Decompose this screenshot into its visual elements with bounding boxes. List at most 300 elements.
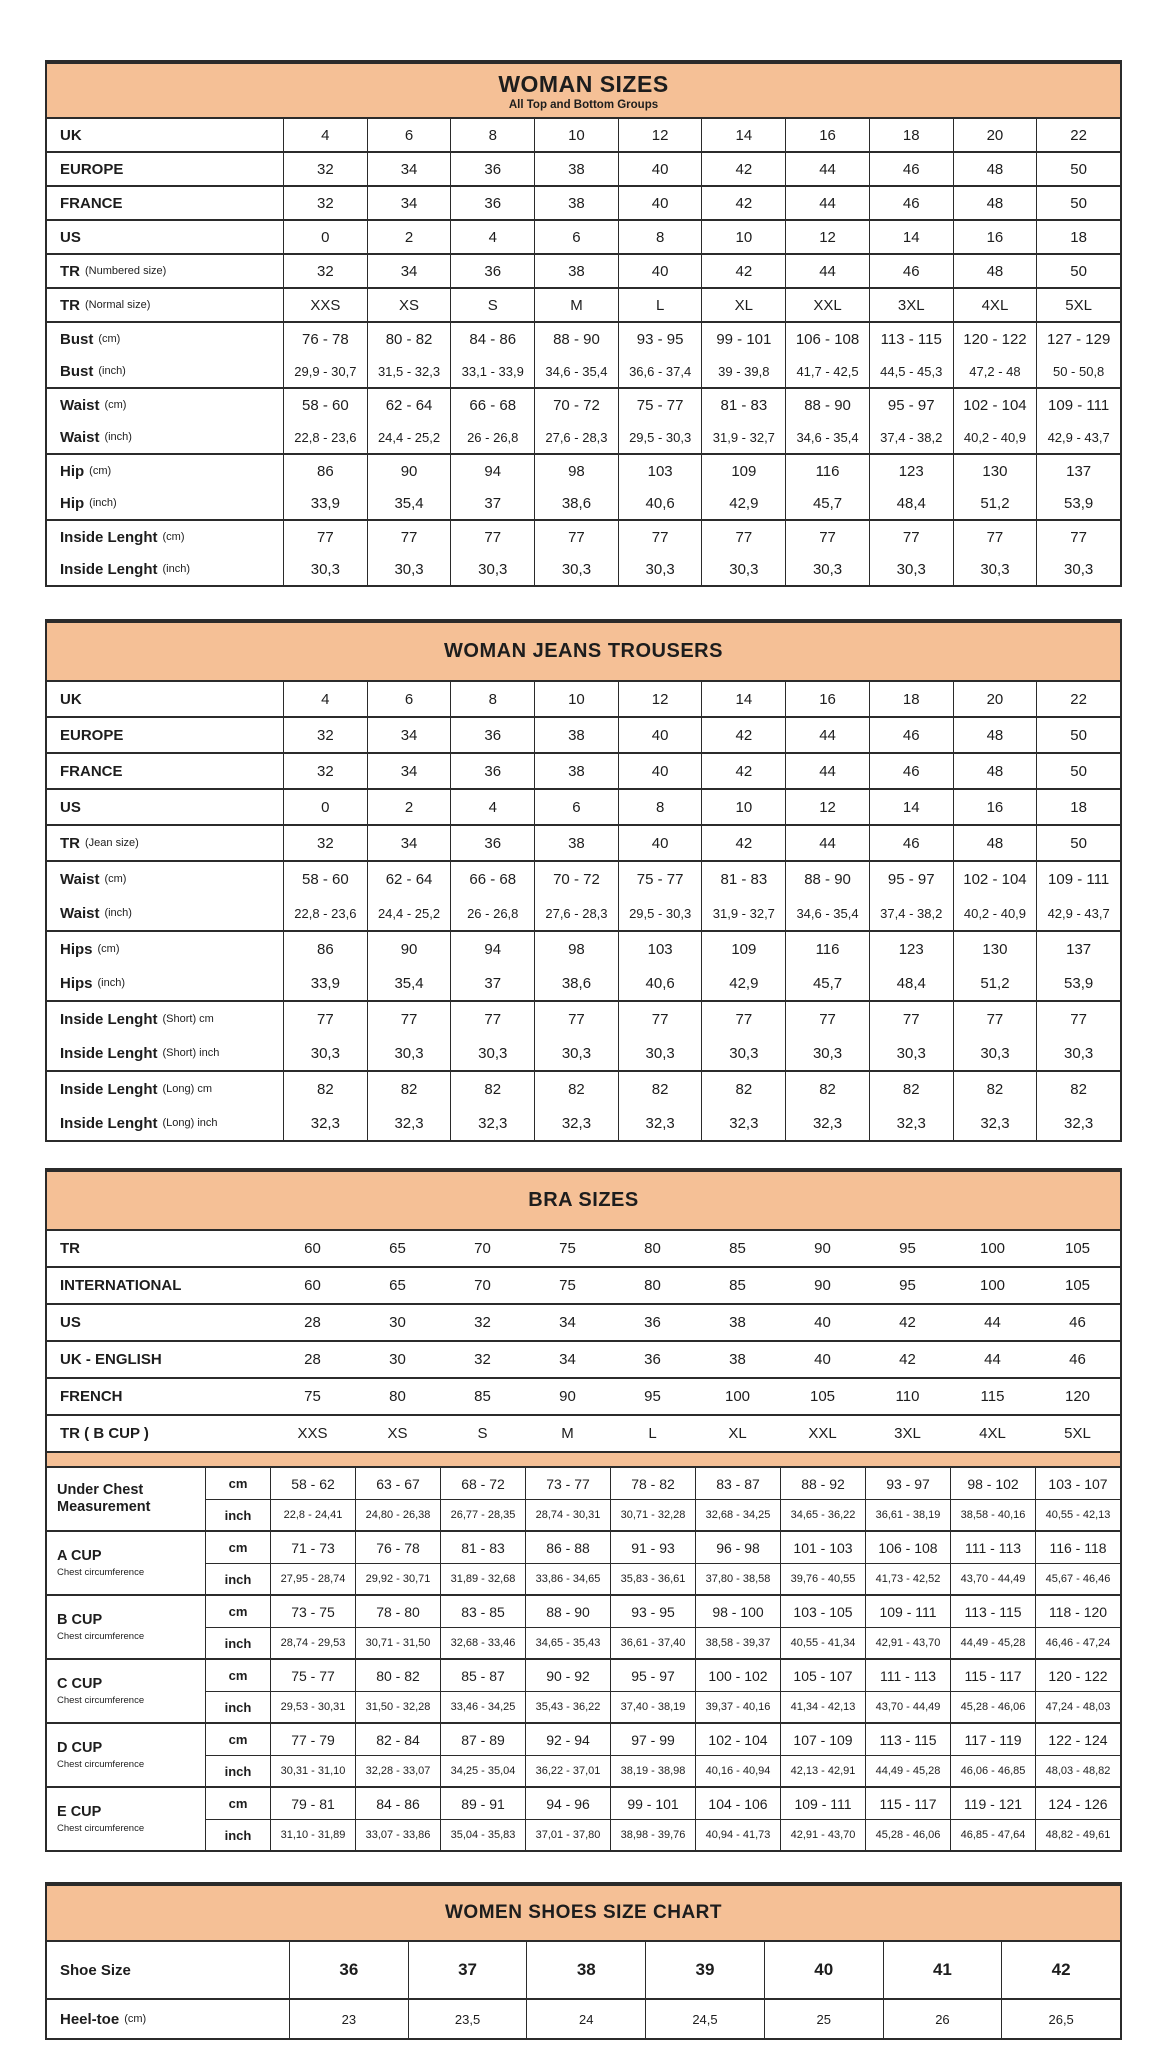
- size-cell: 34,6 - 35,4: [534, 355, 618, 387]
- size-cell: 8: [618, 221, 702, 253]
- size-cell: 94: [450, 455, 534, 487]
- table-row: [47, 1036, 1120, 1070]
- size-cell: 40: [618, 826, 702, 860]
- size-cell: 34: [367, 255, 451, 287]
- table-row: [47, 896, 1120, 930]
- row-label-main: TR: [60, 1240, 80, 1257]
- table-row: [47, 323, 1120, 355]
- size-cell: 26 - 26,8: [450, 896, 534, 930]
- size-cell: 35,4: [367, 487, 451, 519]
- size-cell: 20: [953, 119, 1037, 151]
- size-cell: 44,5 - 45,3: [869, 355, 953, 387]
- size-cell: 45,67 - 46,46: [1035, 1563, 1120, 1594]
- size-cell: 41: [883, 1942, 1002, 1998]
- size-cell: 24: [526, 2000, 645, 2038]
- size-cell: 82: [450, 1072, 534, 1106]
- size-cell: 10: [701, 790, 785, 824]
- size-cell: 37: [450, 966, 534, 1000]
- row-label: [47, 1231, 270, 1266]
- size-cell: 4: [283, 119, 367, 151]
- size-cell: 71 - 73: [270, 1532, 355, 1563]
- size-cell: 32: [283, 754, 367, 788]
- size-cell: 40: [814, 1351, 831, 1368]
- size-cell: 73 - 77: [525, 1468, 610, 1499]
- size-cell: 83 - 85: [440, 1596, 525, 1627]
- size-cell: 116: [785, 455, 869, 487]
- size-cell: 90: [559, 1388, 576, 1405]
- size-cell: 65: [389, 1277, 406, 1294]
- size-cell: 36: [450, 754, 534, 788]
- row-group: [47, 716, 1120, 752]
- size-cell: 23,5: [408, 2000, 527, 2038]
- size-cell: 47,24 - 48,03: [1035, 1691, 1120, 1722]
- size-cell: 34: [559, 1351, 576, 1368]
- size-cell: 87 - 89: [440, 1724, 525, 1755]
- table-row: [47, 932, 1120, 966]
- size-cell: 28,74 - 29,53: [270, 1627, 355, 1658]
- size-cell: 31,5 - 32,3: [367, 355, 451, 387]
- size-cell: 38: [534, 754, 618, 788]
- size-cell: 103: [618, 455, 702, 487]
- woman-sizes-body: [47, 119, 1120, 585]
- size-cell: 120 - 122: [1035, 1660, 1120, 1691]
- size-cell: 99 - 101: [610, 1788, 695, 1819]
- size-cell: 6: [534, 221, 618, 253]
- size-cell: 38: [534, 718, 618, 752]
- row-group: [47, 1266, 1120, 1303]
- size-cell: 34: [367, 754, 451, 788]
- size-cell: 5XL: [1036, 289, 1120, 321]
- size-cell: 32,3: [953, 1106, 1037, 1140]
- size-cell: 75: [559, 1277, 576, 1294]
- size-cell: 43,70 - 44,49: [865, 1691, 950, 1722]
- size-cell: 85: [474, 1388, 491, 1405]
- row-label-main: UK - ENGLISH: [60, 1351, 162, 1368]
- table-row: [47, 455, 1120, 487]
- size-cell: 26,77 - 28,35: [440, 1499, 525, 1530]
- unit-cell-inch: inch: [205, 1819, 270, 1850]
- row-label-main: Inside Lenght: [60, 1114, 158, 1132]
- row-group: [47, 151, 1120, 185]
- size-cell: 30,3: [450, 1036, 534, 1070]
- size-cell: 106 - 108: [785, 323, 869, 355]
- size-cell: 30,3: [785, 1036, 869, 1070]
- row-label: [47, 1072, 283, 1106]
- size-cell: 42,9 - 43,7: [1036, 421, 1120, 453]
- row-group: [47, 387, 1120, 453]
- size-cell: 113 - 115: [865, 1724, 950, 1755]
- row-label: [47, 421, 283, 453]
- size-cell: 109 - 111: [1036, 862, 1120, 896]
- size-cell: 16: [953, 790, 1037, 824]
- unit-cell-cm: cm: [205, 1660, 270, 1691]
- size-cell: 109 - 111: [1036, 389, 1120, 421]
- size-cell: 103 - 107: [1035, 1468, 1120, 1499]
- size-cell: 36,61 - 37,40: [610, 1627, 695, 1658]
- size-cell: 32: [283, 718, 367, 752]
- size-cell: 84 - 86: [450, 323, 534, 355]
- size-cell: 85: [729, 1277, 746, 1294]
- table-row: [47, 153, 1120, 185]
- size-cell: 34,25 - 35,04: [440, 1755, 525, 1786]
- size-cell: 22: [1036, 682, 1120, 716]
- size-cell: 78 - 80: [355, 1596, 440, 1627]
- row-label-main: FRANCE: [60, 762, 123, 780]
- size-cell: 70: [474, 1240, 491, 1257]
- size-cell: 33,07 - 33,86: [355, 1819, 440, 1850]
- size-cell: 14: [869, 221, 953, 253]
- size-cell: 51,2: [953, 487, 1037, 519]
- size-cell: 36: [450, 255, 534, 287]
- women-shoes-table: [45, 1882, 1122, 2040]
- size-cell: 46: [869, 255, 953, 287]
- size-cell: 38: [729, 1351, 746, 1368]
- size-cell: 36: [644, 1314, 661, 1331]
- size-cell: 95 - 97: [869, 389, 953, 421]
- row-group: [47, 860, 1120, 930]
- bra-sizes-table: [45, 1168, 1122, 1852]
- size-cell: 38: [534, 187, 618, 219]
- row-label-sub: (cm): [97, 943, 120, 955]
- size-cell: 5XL: [1064, 1425, 1091, 1442]
- size-cell: 30,3: [283, 1036, 367, 1070]
- size-cell: 94 - 96: [525, 1788, 610, 1819]
- size-cell: 38,58 - 40,16: [950, 1499, 1035, 1530]
- size-cell: 58 - 60: [283, 389, 367, 421]
- size-cell: 42: [1001, 1942, 1120, 1998]
- size-cell: 32,3: [701, 1106, 785, 1140]
- size-cell: 33,1 - 33,9: [450, 355, 534, 387]
- size-cell: 40,2 - 40,9: [953, 421, 1037, 453]
- size-cell: 85 - 87: [440, 1660, 525, 1691]
- size-cell: 98: [534, 455, 618, 487]
- size-cell: 95 - 97: [869, 862, 953, 896]
- cup-label: [47, 1532, 205, 1594]
- row-label-sub: (Numbered size): [85, 265, 167, 277]
- size-cell: 37,40 - 38,19: [610, 1691, 695, 1722]
- row-label: [47, 1268, 270, 1303]
- size-cell: 18: [1036, 790, 1120, 824]
- size-cell: 32: [474, 1351, 491, 1368]
- row-label: [47, 1036, 283, 1070]
- cup-label: [47, 1788, 205, 1850]
- size-cell: XXS: [283, 289, 367, 321]
- size-cell: 82: [1036, 1072, 1120, 1106]
- row-label: [47, 1379, 270, 1414]
- size-cell: 24,4 - 25,2: [367, 896, 451, 930]
- row-label-sub: (inch): [97, 977, 126, 989]
- size-cell: 40,6: [618, 487, 702, 519]
- row-label-main: US: [60, 228, 81, 246]
- size-cell: 35,43 - 36,22: [525, 1691, 610, 1722]
- size-cell: 46,06 - 46,85: [950, 1755, 1035, 1786]
- row-label: [47, 521, 283, 553]
- size-cell: 48: [953, 153, 1037, 185]
- size-cell: 40,16 - 40,94: [695, 1755, 780, 1786]
- size-cell: 137: [1036, 932, 1120, 966]
- cup-group: [47, 1786, 1120, 1850]
- size-cell: 24,80 - 26,38: [355, 1499, 440, 1530]
- size-cell: 28,74 - 30,31: [525, 1499, 610, 1530]
- size-cell: XXL: [785, 289, 869, 321]
- women-shoes-title: WOMEN SHOES SIZE CHART: [444, 1902, 722, 1923]
- size-cell: 109 - 111: [780, 1788, 865, 1819]
- cup-label-note: Chest circumference: [57, 1758, 145, 1770]
- row-label-main: UK: [60, 690, 82, 708]
- size-cell: 120: [1064, 1388, 1091, 1405]
- size-cell: 18: [869, 682, 953, 716]
- size-cell: S: [450, 289, 534, 321]
- size-cell: 53,9: [1036, 487, 1120, 519]
- size-cell: 78 - 82: [610, 1468, 695, 1499]
- size-cell: 127 - 129: [1036, 323, 1120, 355]
- cup-label-line: Under Chest: [57, 1482, 144, 1499]
- size-cell: 22,8 - 23,6: [283, 421, 367, 453]
- size-cell: 92 - 94: [525, 1724, 610, 1755]
- size-cell: 39: [645, 1942, 764, 1998]
- size-cell: 41,73 - 42,52: [865, 1563, 950, 1594]
- size-cell: 44: [785, 718, 869, 752]
- size-cell: 27,6 - 28,3: [534, 896, 618, 930]
- size-cell: 3XL: [894, 1425, 921, 1442]
- woman-jeans-header: [47, 623, 1120, 682]
- size-cell: 88 - 92: [780, 1468, 865, 1499]
- size-cell: 10: [534, 119, 618, 151]
- size-cell: 90: [814, 1277, 831, 1294]
- size-cell: 41,7 - 42,5: [785, 355, 869, 387]
- size-cell: 30,3: [953, 553, 1037, 585]
- size-cell: 98 - 100: [695, 1596, 780, 1627]
- size-cell: 42: [899, 1314, 916, 1331]
- cup-label-line: B CUP: [57, 1612, 103, 1629]
- row-label: [47, 553, 283, 585]
- row-label-sub: (inch): [89, 497, 117, 509]
- size-cell: 14: [701, 119, 785, 151]
- size-cell: 30,71 - 32,28: [610, 1499, 695, 1530]
- size-cell: 82: [785, 1072, 869, 1106]
- table-row: [47, 1002, 1120, 1036]
- size-cell: 45,28 - 46,06: [865, 1819, 950, 1850]
- size-cell: 88 - 90: [785, 389, 869, 421]
- size-cell: 30,3: [618, 1036, 702, 1070]
- size-cell: 93 - 95: [610, 1596, 695, 1627]
- size-cell: 100: [979, 1240, 1006, 1257]
- row-group: [47, 1998, 1120, 2038]
- size-cell: 44: [785, 187, 869, 219]
- size-cell: 22,8 - 24,41: [270, 1499, 355, 1530]
- size-cell: 50: [1036, 187, 1120, 219]
- size-cell: 32: [474, 1314, 491, 1331]
- size-cell: 30,3: [1036, 553, 1120, 585]
- row-label-main: TR: [60, 834, 80, 852]
- size-cell: 105 - 107: [780, 1660, 865, 1691]
- size-cell: 96 - 98: [695, 1532, 780, 1563]
- row-label: [47, 455, 283, 487]
- size-cell: 37,01 - 37,80: [525, 1819, 610, 1850]
- size-cell: 2: [367, 790, 451, 824]
- size-cell: 76 - 78: [283, 323, 367, 355]
- size-cell: 75: [304, 1388, 321, 1405]
- size-cell: 94: [450, 932, 534, 966]
- size-cell: 30,3: [367, 553, 451, 585]
- size-cell: 100: [724, 1388, 751, 1405]
- size-cell: 46: [1069, 1314, 1086, 1331]
- cup-label-line: D CUP: [57, 1740, 103, 1757]
- size-cell: 32: [283, 255, 367, 287]
- size-cell: 4: [283, 682, 367, 716]
- table-row: [47, 966, 1120, 1000]
- woman-sizes-table: [45, 60, 1122, 587]
- row-label-main: Waist: [60, 870, 100, 888]
- size-cell: 122 - 124: [1035, 1724, 1120, 1755]
- cup-group: [47, 1530, 1120, 1594]
- row-label: [47, 119, 283, 151]
- woman-jeans-body: [47, 682, 1120, 1140]
- size-cell: 42,9 - 43,7: [1036, 896, 1120, 930]
- row-label-main: FRENCH: [60, 1388, 123, 1405]
- size-cell: 90: [367, 455, 451, 487]
- size-cell: 37: [450, 487, 534, 519]
- table-row: [47, 754, 1120, 788]
- size-cell: 0: [283, 790, 367, 824]
- size-cell: 30,3: [367, 1036, 451, 1070]
- size-cell: 33,9: [283, 487, 367, 519]
- row-label-main: Bust: [60, 362, 94, 380]
- row-label-sub: (cm): [98, 333, 121, 345]
- size-cell: 77: [701, 521, 785, 553]
- woman-sizes-subtitle: All Top and Bottom Groups: [508, 99, 659, 111]
- size-cell: 46: [869, 754, 953, 788]
- spacer: [45, 1142, 1122, 1168]
- size-cell: 29,92 - 30,71: [355, 1563, 440, 1594]
- women-shoes-body: [47, 1942, 1120, 2038]
- row-label: [47, 682, 283, 716]
- size-cell: 32,3: [869, 1106, 953, 1140]
- row-label: [47, 255, 283, 287]
- size-cell: 38: [534, 255, 618, 287]
- row-label-main: Waist: [60, 396, 100, 414]
- women-shoes-header: [47, 1886, 1120, 1942]
- size-cell: 82: [367, 1072, 451, 1106]
- size-cell: 98 - 102: [950, 1468, 1035, 1499]
- woman-jeans-table: [45, 619, 1122, 1142]
- row-group: [47, 1942, 1120, 1998]
- size-cell: 30,3: [450, 553, 534, 585]
- size-cell: 40,2 - 40,9: [953, 896, 1037, 930]
- row-label: [47, 790, 283, 824]
- size-cell: 33,9: [283, 966, 367, 1000]
- size-cell: 83 - 87: [695, 1468, 780, 1499]
- size-cell: L: [618, 289, 702, 321]
- cup-label: [47, 1596, 205, 1658]
- cup-group: [47, 1658, 1120, 1722]
- size-cell: 130: [953, 455, 1037, 487]
- size-cell: 40: [618, 754, 702, 788]
- size-cell: 48: [953, 255, 1037, 287]
- row-group: [47, 930, 1120, 1000]
- size-cell: 32,68 - 33,46: [440, 1627, 525, 1658]
- row-label-main: US: [60, 798, 81, 816]
- size-cell: 41,34 - 42,13: [780, 1691, 865, 1722]
- size-cell: 107 - 109: [780, 1724, 865, 1755]
- size-cell: 60: [304, 1277, 321, 1294]
- size-cell: 39 - 39,8: [701, 355, 785, 387]
- size-cell: 45,7: [785, 487, 869, 519]
- size-cell: 116 - 118: [1035, 1532, 1120, 1563]
- table-row: [47, 1942, 1120, 1998]
- size-cell: 48,4: [869, 487, 953, 519]
- size-cell: 110: [895, 1388, 920, 1405]
- size-cell: XXL: [808, 1425, 837, 1442]
- size-cell: 37: [408, 1942, 527, 1998]
- size-cell: 30,3: [701, 553, 785, 585]
- size-cell: 80 - 82: [367, 323, 451, 355]
- size-cell: 48,03 - 48,82: [1035, 1755, 1120, 1786]
- size-cell: 34,65 - 35,43: [525, 1627, 610, 1658]
- size-cell: 30,3: [618, 553, 702, 585]
- size-cell: 115 - 117: [865, 1788, 950, 1819]
- size-cell: 77: [450, 1002, 534, 1036]
- size-cell: 50 - 50,8: [1036, 355, 1120, 387]
- unit-cell-cm: cm: [205, 1596, 270, 1627]
- row-label: [47, 355, 283, 387]
- size-cell: 40,55 - 42,13: [1035, 1499, 1120, 1530]
- size-cell: 32,68 - 34,25: [695, 1499, 780, 1530]
- size-cell: 37,4 - 38,2: [869, 896, 953, 930]
- size-cell: 75 - 77: [270, 1660, 355, 1691]
- row-label: [47, 896, 283, 930]
- size-cell: 36: [644, 1351, 661, 1368]
- size-cell: 102 - 104: [695, 1724, 780, 1755]
- row-label-sub: (Long) inch: [162, 1117, 218, 1129]
- size-cell: 48: [953, 718, 1037, 752]
- size-cell: 32: [283, 187, 367, 219]
- size-cell: 36,22 - 37,01: [525, 1755, 610, 1786]
- size-cell: 90: [814, 1240, 831, 1257]
- row-label-sub: (Normal size): [85, 299, 151, 311]
- cup-label: [47, 1724, 205, 1786]
- row-label-main: Shoe Size: [60, 1961, 131, 1979]
- size-cell: 119 - 121: [950, 1788, 1035, 1819]
- size-cell: 27,6 - 28,3: [534, 421, 618, 453]
- table-row: [47, 1268, 1120, 1303]
- size-cell: 115 - 117: [950, 1660, 1035, 1691]
- size-cell: 88 - 90: [785, 862, 869, 896]
- size-cell: 40,55 - 41,34: [780, 1627, 865, 1658]
- size-cell: 105: [809, 1388, 836, 1405]
- size-cell: 58 - 60: [283, 862, 367, 896]
- size-cell: 30,71 - 31,50: [355, 1627, 440, 1658]
- table-row: [47, 487, 1120, 519]
- size-cell: 66 - 68: [450, 862, 534, 896]
- size-cell: 30,3: [869, 553, 953, 585]
- size-cell: 45,28 - 46,06: [950, 1691, 1035, 1722]
- row-label-main: Hips: [60, 940, 93, 958]
- size-cell: 30,3: [701, 1036, 785, 1070]
- size-cell: 35,4: [367, 966, 451, 1000]
- size-cell: 120 - 122: [953, 323, 1037, 355]
- size-cell: 50: [1036, 153, 1120, 185]
- size-cell: 12: [785, 221, 869, 253]
- size-cell: 82: [534, 1072, 618, 1106]
- size-cell: 33,86 - 34,65: [525, 1563, 610, 1594]
- size-cell: 77: [785, 1002, 869, 1036]
- size-cell: XS: [367, 289, 451, 321]
- row-label: [47, 754, 283, 788]
- row-label-main: Waist: [60, 904, 100, 922]
- table-row: [47, 521, 1120, 553]
- size-cell: 0: [283, 221, 367, 253]
